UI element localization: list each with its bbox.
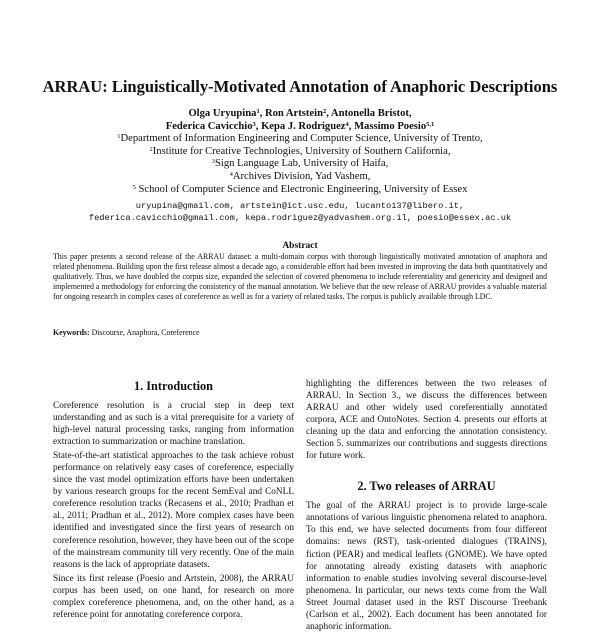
- author-affiliation-mark: 1: [256, 108, 260, 115]
- paper-title: ARRAU: Linguistically-Motivated Annotation of Anaphoric Descriptions: [42, 77, 558, 96]
- author-block: [0, 108, 600, 196]
- author-affiliation-mark: 3: [252, 120, 256, 128]
- affiliation-text: Department of Information Engineering and Computer Science, University of Trento,: [120, 133, 483, 145]
- author-affiliation-mark: 4: [345, 120, 349, 128]
- affiliation-text: Institute for Creative Technologies, University of Southern California,: [152, 145, 451, 157]
- author-name: Olga Uryupina: [188, 108, 257, 119]
- affiliation: [0, 171, 600, 184]
- author-name: , Kepa J. Rodriguez: [255, 120, 346, 132]
- keywords-label: Keywords:: [53, 328, 90, 337]
- paragraph: Since its first release (Poesio and Artstein, 2008), the ARRAU corpus has been used, on one hand, for research on more complex coreference phenomena, and, on the other hand, as a reference point for annotating coreference corpora.: [53, 573, 294, 620]
- author-name: , Antonella Bristot,: [326, 108, 412, 119]
- affiliation-mark: 5: [132, 183, 136, 191]
- affiliation-mark: 2: [149, 145, 153, 153]
- email-line: federica.cavicchio@gmail.com, kepa.rodriguez@yadvashem.org.il, poesio@essex.ac.uk: [88, 213, 512, 224]
- paragraph: State-of-the-art statistical approaches to the task achieve robust performance on relatively easy cases of coreference, especially since the vast model optimization efforts have been undertaken by various research groups for the recent SemEval and CoNLL coreference resolution tracks (Recasens et al., 2010; Pradhan et al., 2011; Pradhan et al., 2012). More complex cases have been identified and investigated since the first years of research on coreference resolution, however, they have been out of the scope of the mainstream community till very recently. One of the main reasons is the lack of appropriate datasets.: [53, 451, 294, 570]
- email-line: uryupina@gmail.com, artstein@ict.usc.edu, lucanto137@libero.it,: [135, 201, 465, 211]
- affiliation-text: Sign Language Lab, University of Haifa,: [214, 158, 389, 170]
- section-heading: 1. Introduction: [133, 379, 214, 393]
- affiliation-mark: 3: [211, 158, 215, 166]
- author-line-1: [0, 108, 600, 121]
- right-column: [306, 378, 547, 635]
- author-line-2: [0, 121, 600, 134]
- affiliation: [0, 184, 600, 197]
- paragraph: highlighting the differences between the two releases of ARRAU. In Section 3., we discuss the differences between ARRAU and other widely used coreferentially annotated corpora, ACE and OntoNotes. Section 4. presents our efforts at cleaning up the data and enforcing the annotation consistency. Section 5. summarizes our contributions and suggests directions for future work.: [306, 379, 547, 462]
- affiliation: [0, 133, 600, 146]
- paragraph: The goal of the ARRAU project is to provide large-scale annotations of various linguistic phenomena related to anaphora. To this end, we have selected documents from four different domains: news (RST), task-oriented dialogues (TRAINS), fiction (PEAR) and medical leaflets (GNOME). We have opted for annotating already existing datasets with anaphoric information to enable studies involving several discourse-level phenomena. In particular, our news texts come from the Wall Street Journal dataset used in the RST Discourse Treebank (Carlson et al., 2002). Each document has been annotated for anaphoric information.: [306, 501, 547, 632]
- author-affiliation-mark: 5,1: [426, 120, 435, 128]
- affiliation-mark: 1: [117, 133, 121, 141]
- keywords: [53, 328, 547, 338]
- affiliation: [0, 146, 600, 159]
- abstract-heading: Abstract: [282, 241, 318, 251]
- author-name: , Ron Artstein: [259, 108, 323, 119]
- affiliation-text: Archives Division, Yad Vashem,: [232, 170, 371, 182]
- paragraph: Coreference resolution is a crucial step in deep text understanding and as such is a vital prerequisite for a variety of high-level natural processing tasks, ranging from information extraction to summarization or machine translation.: [53, 401, 294, 448]
- author-name: , Massimo Poesio: [348, 120, 427, 132]
- left-column: [53, 378, 294, 623]
- abstract-text: This paper presents a second release of the ARRAU dataset: a multi-domain corpus with thorough linguistically motivated annotation of anaphora and related phenomena. Building upon the first release almost a decade ago, a considerable effort had been invested in improving the data both quantitatively and qualitatively. Thus, we have doubled the corpus size, expanded the selection of covered phenomena to include referentiality and genericity and designed and implemented a methodology for enforcing the consistency of the manual annotation. We believe that the new release of ARRAU provides a valuable material for ongoing research in complex cases of coreference as well as for a variety of related tasks. The corpus is publicly available through LDC.: [53, 252, 547, 302]
- affiliation: [0, 158, 600, 171]
- affiliation-mark: 4: [229, 170, 233, 178]
- author-emails: [0, 200, 600, 225]
- author-affiliation-mark: 2: [322, 108, 327, 115]
- author-name: Federica Cavicchio: [165, 120, 253, 132]
- affiliation-text: School of Computer Science and Electronic Engineering, University of Essex: [135, 183, 468, 195]
- section-heading: 2. Two releases of ARRAU: [357, 479, 496, 494]
- keywords-list: Discourse, Anaphora, Coreference: [89, 328, 200, 337]
